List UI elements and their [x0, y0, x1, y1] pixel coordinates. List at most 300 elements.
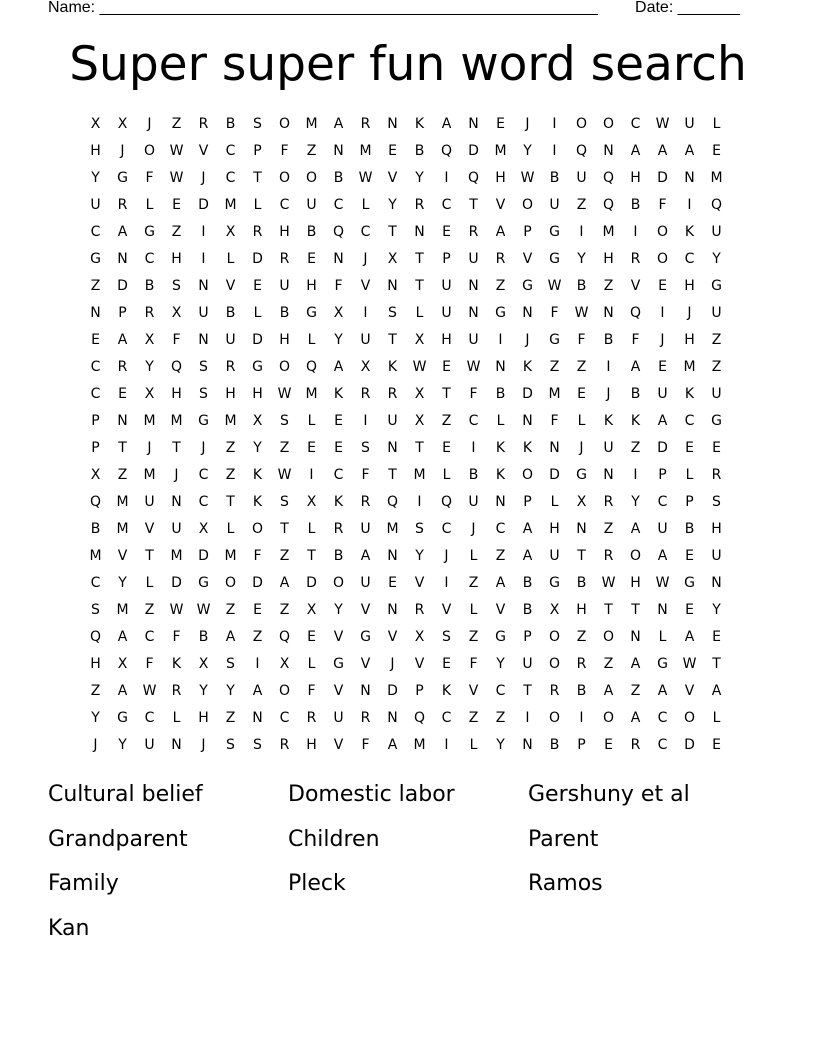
grid-letter[interactable]: R [279, 251, 290, 267]
grid-letter[interactable]: J [444, 548, 449, 564]
grid-letter[interactable]: V [684, 683, 695, 699]
grid-letter[interactable]: A [441, 116, 452, 132]
grid-letter[interactable]: R [630, 737, 641, 753]
grid-letter[interactable]: X [414, 332, 425, 348]
grid-letter[interactable]: J [660, 332, 665, 348]
grid-letter[interactable]: Z [225, 710, 236, 726]
grid-letter[interactable]: A [657, 683, 668, 699]
grid-letter[interactable]: Z [711, 332, 722, 348]
date-field-label[interactable]: Date: _______ [635, 0, 740, 16]
grid-letter[interactable]: C [495, 683, 506, 699]
grid-letter[interactable]: N [90, 305, 101, 321]
grid-letter[interactable]: L [469, 602, 478, 618]
grid-letter[interactable]: D [252, 575, 263, 591]
grid-letter[interactable]: U [576, 170, 587, 186]
grid-letter[interactable]: I [552, 143, 557, 159]
grid-letter[interactable]: H [711, 521, 722, 537]
grid-letter[interactable]: F [145, 656, 154, 672]
grid-letter[interactable]: E [91, 332, 100, 348]
grid-letter[interactable]: C [90, 386, 101, 402]
grid-letter[interactable]: C [90, 224, 101, 240]
grid-letter[interactable]: Y [91, 710, 100, 726]
grid-letter[interactable]: N [387, 440, 398, 456]
grid-letter[interactable]: R [225, 359, 236, 375]
grid-letter[interactable]: W [169, 143, 184, 159]
grid-letter[interactable]: A [630, 710, 641, 726]
grid-letter[interactable]: J [147, 440, 152, 456]
grid-letter[interactable]: Z [90, 278, 101, 294]
grid-letter[interactable]: H [252, 386, 263, 402]
grid-letter[interactable]: J [201, 170, 206, 186]
grid-letter[interactable]: V [333, 683, 344, 699]
grid-letter[interactable]: M [305, 386, 318, 402]
grid-letter[interactable]: Q [602, 170, 615, 186]
grid-letter[interactable]: N [387, 710, 398, 726]
grid-letter[interactable]: R [468, 224, 479, 240]
grid-letter[interactable]: R [549, 683, 560, 699]
grid-letter[interactable]: H [684, 332, 695, 348]
grid-letter[interactable]: X [90, 467, 101, 483]
grid-letter[interactable]: R [306, 710, 317, 726]
grid-letter[interactable]: S [442, 629, 451, 645]
grid-letter[interactable]: Z [279, 548, 290, 564]
grid-letter[interactable]: Z [90, 683, 101, 699]
grid-letter[interactable]: P [523, 494, 532, 510]
grid-letter[interactable]: U [198, 305, 209, 321]
grid-letter[interactable]: O [332, 575, 345, 591]
grid-letter[interactable]: E [118, 386, 127, 402]
grid-letter[interactable]: E [685, 602, 694, 618]
grid-letter[interactable]: G [549, 575, 560, 591]
grid-letter[interactable]: A [522, 548, 533, 564]
grid-letter[interactable]: A [657, 413, 668, 429]
grid-letter[interactable]: O [278, 170, 291, 186]
grid-letter[interactable]: R [360, 494, 371, 510]
grid-letter[interactable]: Q [386, 494, 399, 510]
grid-letter[interactable]: Y [91, 170, 100, 186]
grid-letter[interactable]: W [358, 170, 373, 186]
grid-letter[interactable]: N [684, 170, 695, 186]
grid-letter[interactable]: Z [549, 359, 560, 375]
grid-letter[interactable]: G [711, 413, 722, 429]
grid-letter[interactable]: R [603, 494, 614, 510]
grid-letter[interactable]: N [495, 494, 506, 510]
grid-letter[interactable]: I [201, 251, 206, 267]
grid-letter[interactable]: U [603, 440, 614, 456]
grid-letter[interactable]: H [549, 521, 560, 537]
grid-letter[interactable]: O [278, 683, 291, 699]
grid-letter[interactable]: R [333, 521, 344, 537]
grid-letter[interactable]: Y [496, 737, 505, 753]
grid-letter[interactable]: H [198, 710, 209, 726]
grid-letter[interactable]: P [91, 440, 100, 456]
grid-letter[interactable]: A [117, 332, 128, 348]
grid-letter[interactable]: B [549, 170, 560, 186]
grid-letter[interactable]: Z [495, 548, 506, 564]
grid-letter[interactable]: K [630, 413, 641, 429]
grid-letter[interactable]: C [90, 575, 101, 591]
grid-letter[interactable]: V [441, 602, 452, 618]
grid-letter[interactable]: K [495, 440, 506, 456]
grid-letter[interactable]: K [684, 386, 695, 402]
grid-letter[interactable]: C [225, 143, 236, 159]
grid-letter[interactable]: G [306, 305, 317, 321]
grid-letter[interactable]: L [685, 467, 694, 483]
grid-letter[interactable]: W [682, 656, 697, 672]
grid-letter[interactable]: X [576, 494, 587, 510]
grid-letter[interactable]: N [468, 116, 479, 132]
grid-letter[interactable]: D [657, 440, 668, 456]
grid-letter[interactable]: Z [441, 413, 452, 429]
grid-letter[interactable]: C [441, 197, 452, 213]
grid-letter[interactable]: P [253, 143, 262, 159]
grid-letter[interactable]: H [90, 656, 101, 672]
grid-letter[interactable]: P [523, 629, 532, 645]
grid-letter[interactable]: X [90, 116, 101, 132]
grid-letter[interactable]: R [414, 197, 425, 213]
grid-letter[interactable]: D [387, 683, 398, 699]
grid-letter[interactable]: C [225, 170, 236, 186]
grid-letter[interactable]: A [117, 224, 128, 240]
grid-letter[interactable]: P [118, 305, 127, 321]
grid-letter[interactable]: M [170, 548, 183, 564]
grid-letter[interactable]: U [144, 737, 155, 753]
grid-letter[interactable]: U [279, 278, 290, 294]
grid-letter[interactable]: E [172, 197, 181, 213]
grid-letter[interactable]: O [278, 359, 291, 375]
grid-letter[interactable]: T [604, 602, 613, 618]
grid-letter[interactable]: T [523, 683, 532, 699]
grid-letter[interactable]: F [361, 467, 370, 483]
grid-letter[interactable]: L [145, 575, 154, 591]
grid-letter[interactable]: N [522, 305, 533, 321]
grid-letter[interactable]: R [711, 467, 722, 483]
grid-letter[interactable]: N [549, 440, 560, 456]
grid-letter[interactable]: A [252, 683, 263, 699]
grid-letter[interactable]: L [469, 737, 478, 753]
grid-letter[interactable]: L [361, 197, 370, 213]
grid-letter[interactable]: T [253, 170, 262, 186]
grid-letter[interactable]: T [415, 278, 424, 294]
grid-letter[interactable]: E [712, 440, 721, 456]
grid-letter[interactable]: H [630, 575, 641, 591]
grid-letter[interactable]: I [309, 467, 314, 483]
grid-letter[interactable]: U [684, 116, 695, 132]
grid-letter[interactable]: C [333, 467, 344, 483]
grid-letter[interactable]: G [711, 278, 722, 294]
grid-letter[interactable]: J [174, 467, 179, 483]
grid-letter[interactable]: Q [170, 359, 183, 375]
grid-letter[interactable]: G [522, 278, 533, 294]
grid-letter[interactable]: U [225, 332, 236, 348]
grid-letter[interactable]: N [657, 602, 668, 618]
grid-letter[interactable]: N [387, 278, 398, 294]
grid-letter[interactable]: E [712, 737, 721, 753]
grid-letter[interactable]: A [522, 521, 533, 537]
grid-letter[interactable]: H [90, 143, 101, 159]
grid-letter[interactable]: G [684, 575, 695, 591]
grid-letter[interactable]: Z [468, 575, 479, 591]
grid-letter[interactable]: Y [118, 737, 127, 753]
grid-letter[interactable]: N [522, 737, 533, 753]
grid-letter[interactable]: A [360, 548, 371, 564]
grid-letter[interactable]: O [521, 467, 534, 483]
grid-letter[interactable]: R [360, 710, 371, 726]
grid-letter[interactable]: G [576, 467, 587, 483]
grid-letter[interactable]: M [683, 359, 696, 375]
grid-letter[interactable]: I [444, 575, 449, 591]
grid-letter[interactable]: G [198, 413, 209, 429]
grid-letter[interactable]: A [603, 683, 614, 699]
grid-letter[interactable]: I [417, 494, 422, 510]
grid-letter[interactable]: G [144, 224, 155, 240]
grid-letter[interactable]: B [333, 170, 344, 186]
grid-letter[interactable]: U [468, 494, 479, 510]
grid-letter[interactable]: Z [495, 278, 506, 294]
grid-letter[interactable]: N [171, 494, 182, 510]
grid-letter[interactable]: U [468, 332, 479, 348]
grid-letter[interactable]: E [442, 359, 451, 375]
grid-letter[interactable]: A [711, 683, 722, 699]
grid-letter[interactable]: H [306, 278, 317, 294]
grid-letter[interactable]: E [496, 116, 505, 132]
grid-letter[interactable]: T [415, 440, 424, 456]
grid-letter[interactable]: I [687, 197, 692, 213]
grid-letter[interactable]: X [171, 305, 182, 321]
grid-letter[interactable]: Y [388, 197, 397, 213]
grid-letter[interactable]: C [441, 521, 452, 537]
grid-letter[interactable]: A [117, 629, 128, 645]
grid-letter[interactable]: Q [575, 143, 588, 159]
grid-letter[interactable]: G [360, 629, 371, 645]
grid-letter[interactable]: R [387, 386, 398, 402]
grid-letter[interactable]: W [655, 116, 670, 132]
grid-letter[interactable]: Q [413, 710, 426, 726]
grid-letter[interactable]: N [198, 278, 209, 294]
grid-letter[interactable]: G [117, 710, 128, 726]
grid-letter[interactable]: X [279, 656, 290, 672]
grid-letter[interactable]: G [117, 170, 128, 186]
grid-letter[interactable]: S [199, 359, 208, 375]
grid-letter[interactable]: S [253, 737, 262, 753]
grid-letter[interactable]: Z [225, 602, 236, 618]
grid-letter[interactable]: C [144, 251, 155, 267]
grid-letter[interactable]: Z [576, 629, 587, 645]
grid-letter[interactable]: F [334, 278, 343, 294]
grid-letter[interactable]: T [145, 548, 154, 564]
grid-letter[interactable]: R [360, 116, 371, 132]
grid-letter[interactable]: L [550, 494, 559, 510]
grid-letter[interactable]: A [657, 548, 668, 564]
grid-letter[interactable]: Z [495, 710, 506, 726]
grid-letter[interactable]: R [252, 224, 263, 240]
grid-letter[interactable]: F [253, 548, 262, 564]
grid-letter[interactable]: X [225, 224, 236, 240]
grid-letter[interactable]: W [277, 386, 292, 402]
grid-letter[interactable]: U [657, 386, 668, 402]
grid-letter[interactable]: T [226, 494, 235, 510]
grid-letter[interactable]: O [656, 224, 669, 240]
grid-letter[interactable]: U [387, 413, 398, 429]
grid-letter[interactable]: O [602, 629, 615, 645]
grid-letter[interactable]: G [549, 251, 560, 267]
grid-letter[interactable]: E [388, 143, 397, 159]
grid-letter[interactable]: V [387, 629, 398, 645]
grid-letter[interactable]: C [144, 710, 155, 726]
grid-letter[interactable]: R [171, 683, 182, 699]
grid-letter[interactable]: X [414, 629, 425, 645]
grid-letter[interactable]: Z [279, 440, 290, 456]
grid-letter[interactable]: M [359, 143, 372, 159]
grid-letter[interactable]: E [577, 386, 586, 402]
grid-letter[interactable]: H [225, 386, 236, 402]
grid-letter[interactable]: H [630, 170, 641, 186]
grid-letter[interactable]: P [442, 251, 451, 267]
grid-letter[interactable]: Y [199, 683, 208, 699]
grid-letter[interactable]: T [712, 656, 721, 672]
grid-letter[interactable]: L [712, 116, 721, 132]
grid-letter[interactable]: G [252, 359, 263, 375]
grid-letter[interactable]: B [225, 305, 236, 321]
grid-letter[interactable]: F [307, 683, 316, 699]
grid-letter[interactable]: O [305, 170, 318, 186]
grid-letter[interactable]: O [251, 521, 264, 537]
grid-letter[interactable]: E [388, 575, 397, 591]
grid-letter[interactable]: I [444, 737, 449, 753]
grid-letter[interactable]: U [333, 710, 344, 726]
grid-letter[interactable]: V [360, 656, 371, 672]
grid-letter[interactable]: J [201, 440, 206, 456]
grid-letter[interactable]: M [224, 548, 237, 564]
grid-letter[interactable]: W [142, 683, 157, 699]
grid-letter[interactable]: T [415, 251, 424, 267]
grid-letter[interactable]: W [655, 575, 670, 591]
grid-letter[interactable]: Q [710, 197, 723, 213]
grid-letter[interactable]: N [711, 575, 722, 591]
grid-letter[interactable]: F [280, 143, 289, 159]
grid-letter[interactable]: U [441, 305, 452, 321]
grid-letter[interactable]: V [630, 278, 641, 294]
grid-letter[interactable]: S [280, 413, 289, 429]
grid-letter[interactable]: I [444, 170, 449, 186]
grid-letter[interactable]: J [579, 440, 584, 456]
grid-letter[interactable]: Y [226, 683, 235, 699]
grid-letter[interactable]: X [306, 494, 317, 510]
grid-letter[interactable]: W [520, 170, 535, 186]
grid-letter[interactable]: M [143, 467, 156, 483]
grid-letter[interactable]: U [306, 197, 317, 213]
grid-letter[interactable]: D [252, 332, 263, 348]
grid-letter[interactable]: W [169, 602, 184, 618]
grid-letter[interactable]: I [498, 332, 503, 348]
grid-letter[interactable]: I [579, 224, 584, 240]
grid-letter[interactable]: Y [631, 494, 640, 510]
grid-letter[interactable]: R [198, 116, 209, 132]
grid-letter[interactable]: I [363, 413, 368, 429]
grid-letter[interactable]: Y [712, 602, 721, 618]
grid-letter[interactable]: N [387, 602, 398, 618]
grid-letter[interactable]: F [469, 386, 478, 402]
grid-letter[interactable]: N [630, 629, 641, 645]
grid-letter[interactable]: E [712, 629, 721, 645]
grid-letter[interactable]: X [198, 656, 209, 672]
grid-letter[interactable]: E [442, 656, 451, 672]
grid-letter[interactable]: G [333, 656, 344, 672]
grid-letter[interactable]: E [253, 602, 262, 618]
grid-letter[interactable]: F [550, 413, 559, 429]
grid-letter[interactable]: J [606, 386, 611, 402]
grid-letter[interactable]: I [552, 116, 557, 132]
grid-letter[interactable]: L [415, 305, 424, 321]
grid-letter[interactable]: S [280, 494, 289, 510]
grid-letter[interactable]: F [361, 737, 370, 753]
grid-letter[interactable]: L [226, 251, 235, 267]
grid-letter[interactable]: I [633, 224, 638, 240]
grid-letter[interactable]: Z [144, 602, 155, 618]
grid-letter[interactable]: W [547, 278, 562, 294]
grid-letter[interactable]: T [442, 386, 451, 402]
grid-letter[interactable]: V [468, 683, 479, 699]
grid-letter[interactable]: I [471, 440, 476, 456]
grid-letter[interactable]: W [169, 170, 184, 186]
grid-letter[interactable]: V [333, 629, 344, 645]
grid-letter[interactable]: N [495, 359, 506, 375]
grid-letter[interactable]: Q [440, 494, 453, 510]
grid-letter[interactable]: F [631, 332, 640, 348]
grid-letter[interactable]: M [89, 548, 102, 564]
grid-letter[interactable]: O [602, 116, 615, 132]
grid-letter[interactable]: T [577, 548, 586, 564]
grid-letter[interactable]: P [658, 467, 667, 483]
grid-letter[interactable]: G [657, 656, 668, 672]
grid-letter[interactable]: S [226, 737, 235, 753]
grid-letter[interactable]: L [307, 413, 316, 429]
grid-letter[interactable]: M [386, 521, 399, 537]
grid-letter[interactable]: L [145, 197, 154, 213]
grid-letter[interactable]: R [495, 251, 506, 267]
grid-letter[interactable]: K [522, 359, 533, 375]
grid-letter[interactable]: Z [171, 224, 182, 240]
grid-letter[interactable]: E [712, 143, 721, 159]
grid-letter[interactable]: V [360, 602, 371, 618]
grid-letter[interactable]: S [253, 116, 262, 132]
grid-letter[interactable]: F [658, 197, 667, 213]
grid-letter[interactable]: X [198, 521, 209, 537]
grid-letter[interactable]: X [387, 251, 398, 267]
grid-letter[interactable]: C [657, 737, 668, 753]
grid-letter[interactable]: C [198, 494, 209, 510]
grid-letter[interactable]: F [469, 656, 478, 672]
grid-letter[interactable]: X [144, 332, 155, 348]
grid-letter[interactable]: N [414, 224, 425, 240]
grid-letter[interactable]: C [468, 413, 479, 429]
grid-letter[interactable]: Z [630, 683, 641, 699]
grid-letter[interactable]: H [171, 386, 182, 402]
grid-letter[interactable]: V [522, 251, 533, 267]
grid-letter[interactable]: O [548, 629, 561, 645]
grid-letter[interactable]: J [363, 251, 368, 267]
grid-letter[interactable]: Y [334, 332, 343, 348]
grid-letter[interactable]: H [306, 737, 317, 753]
grid-letter[interactable]: E [307, 440, 316, 456]
grid-letter[interactable]: N [603, 305, 614, 321]
grid-letter[interactable]: V [495, 197, 506, 213]
grid-letter[interactable]: Y [577, 251, 586, 267]
grid-letter[interactable]: D [468, 143, 479, 159]
grid-letter[interactable]: U [360, 332, 371, 348]
grid-letter[interactable]: C [441, 710, 452, 726]
grid-letter[interactable]: T [388, 467, 397, 483]
